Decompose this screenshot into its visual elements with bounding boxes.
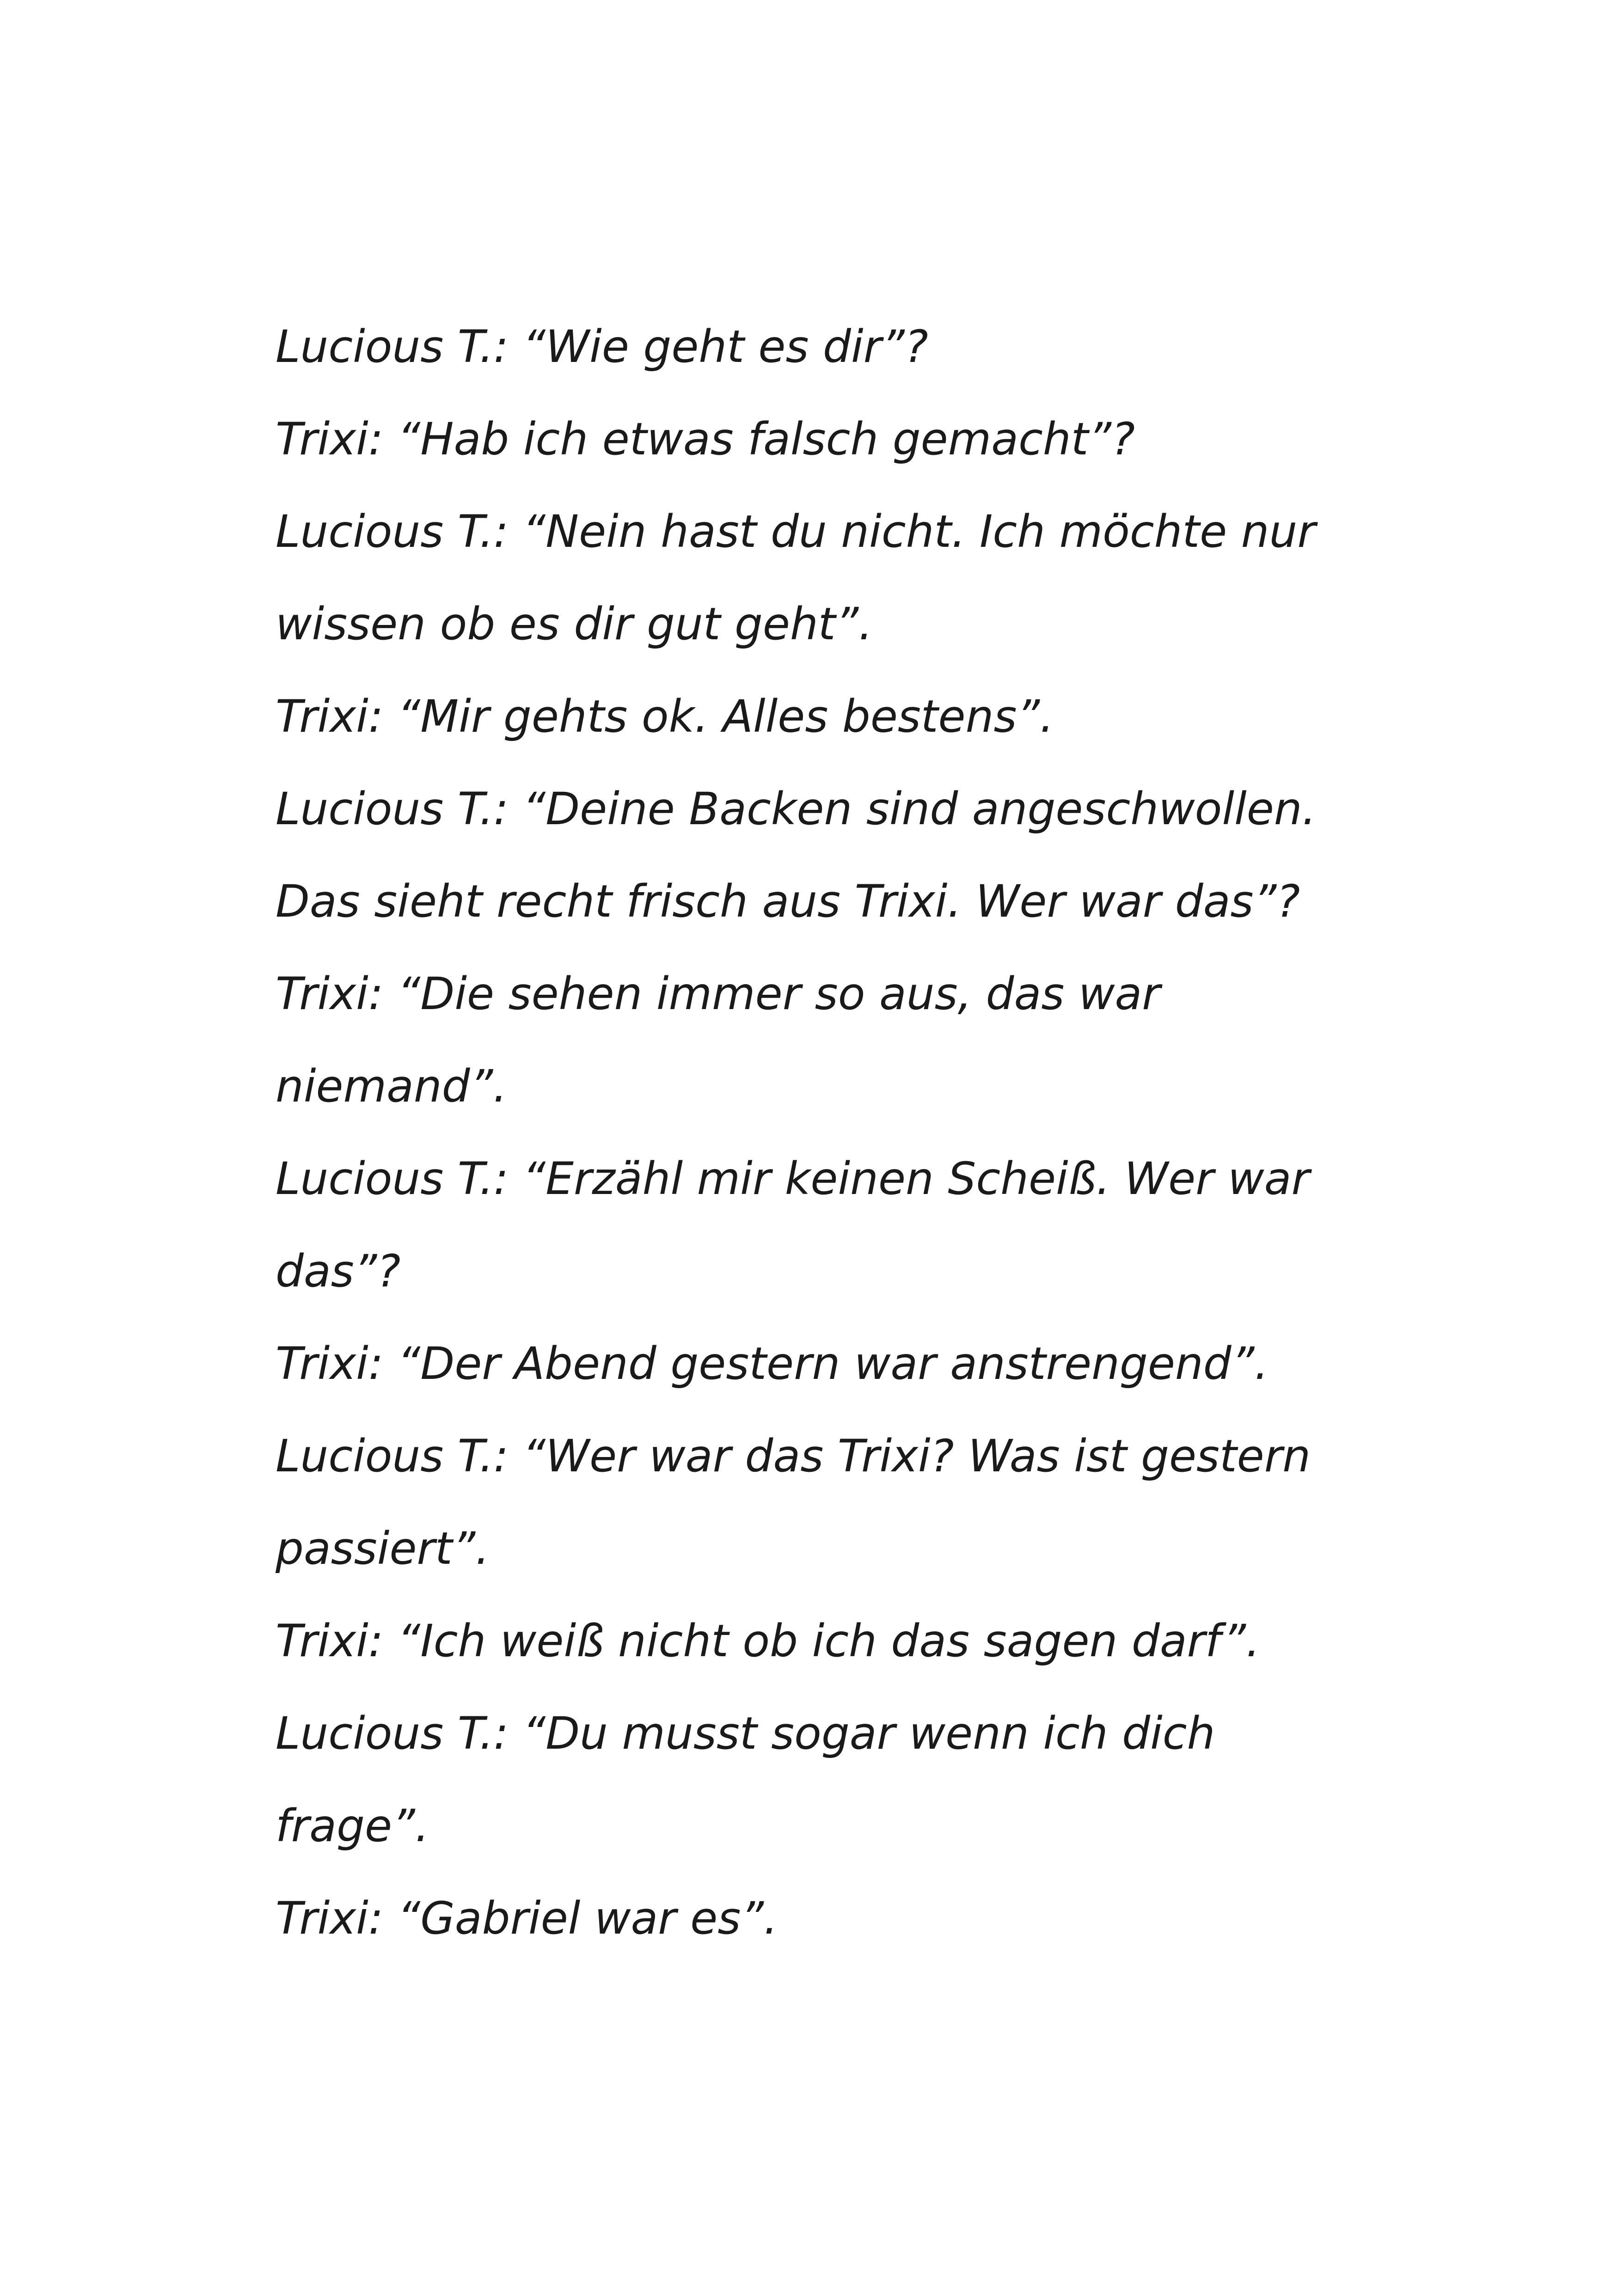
- speech-text: frage”.: [276, 1800, 429, 1852]
- speaker-label: Lucious T.:: [276, 783, 509, 835]
- speech-text: niemand”.: [276, 1060, 507, 1112]
- speaker-label: Trixi:: [276, 1892, 384, 1944]
- speech-text: passiert”.: [276, 1523, 490, 1574]
- speech-text: “Der Abend gestern war anstrengend”.: [383, 1338, 1269, 1390]
- dialogue-line: [276, 777, 1431, 869]
- dialogue-line: [276, 1794, 1431, 1886]
- speech-text: “Hab ich etwas falsch gemacht”?: [383, 413, 1135, 465]
- speech-text: das”?: [276, 1245, 401, 1297]
- dialogue-line: [276, 1146, 1431, 1239]
- speech-text: “Deine Backen sind angeschwollen.: [509, 783, 1317, 835]
- dialogue-line: [276, 1701, 1431, 1794]
- speaker-label: Lucious T.:: [276, 321, 509, 373]
- speaker-label: Trixi:: [276, 968, 384, 1020]
- speech-text: “Du musst sogar wenn ich dich: [509, 1708, 1215, 1759]
- speaker-label: Lucious T.:: [276, 1430, 509, 1482]
- speech-text: Das sieht recht frisch aus Trixi. Wer war das”?: [276, 876, 1300, 927]
- dialogue-line: [276, 1054, 1431, 1146]
- dialogue-line: [276, 1516, 1431, 1609]
- speech-text: “Wie geht es dir”?: [509, 321, 928, 373]
- dialogue-line: [276, 499, 1431, 592]
- dialogue-text: [276, 314, 1431, 1978]
- speaker-label: Trixi:: [276, 413, 384, 465]
- dialogue-line: [276, 684, 1431, 777]
- dialogue-line: [276, 1331, 1431, 1424]
- dialogue-line: [276, 869, 1431, 961]
- speech-text: “Gabriel war es”.: [383, 1892, 778, 1944]
- speech-text: “Nein hast du nicht. Ich möchte nur: [509, 506, 1316, 557]
- dialogue-line: [276, 1609, 1431, 1701]
- dialogue-line: [276, 1886, 1431, 1978]
- speaker-label: Trixi:: [276, 1338, 384, 1390]
- speaker-label: Lucious T.:: [276, 1153, 509, 1205]
- speaker-label: Lucious T.:: [276, 506, 509, 557]
- speech-text: wissen ob es dir gut geht”.: [276, 598, 873, 650]
- speech-text: “Ich weiß nicht ob ich das sagen darf”.: [383, 1615, 1260, 1667]
- dialogue-line: [276, 314, 1431, 407]
- dialogue-line: [276, 407, 1431, 499]
- speech-text: “Die sehen immer so aus, das war: [383, 968, 1160, 1020]
- dialogue-line: [276, 961, 1431, 1054]
- speaker-label: Lucious T.:: [276, 1708, 509, 1759]
- dialogue-line: [276, 592, 1431, 684]
- speech-text: “Erzähl mir keinen Scheiß. Wer war: [509, 1153, 1310, 1205]
- speech-text: “Mir gehts ok. Alles bestens”.: [383, 691, 1054, 742]
- speaker-label: Trixi:: [276, 1615, 384, 1667]
- speech-text: “Wer war das Trixi? Was ist gestern: [509, 1430, 1311, 1482]
- dialogue-line: [276, 1239, 1431, 1331]
- dialogue-line: [276, 1424, 1431, 1516]
- speaker-label: Trixi:: [276, 691, 384, 742]
